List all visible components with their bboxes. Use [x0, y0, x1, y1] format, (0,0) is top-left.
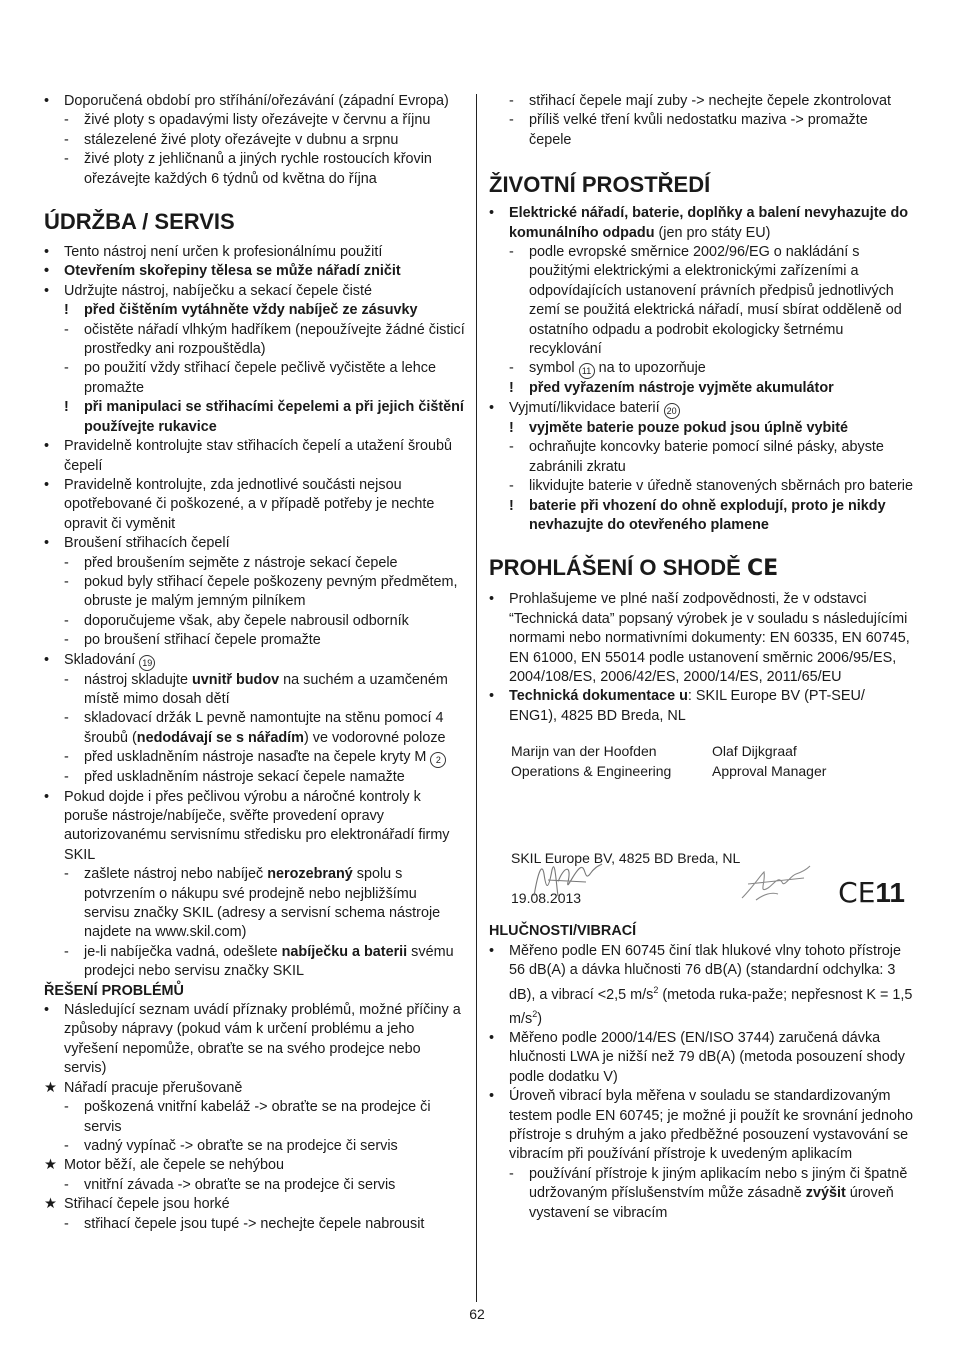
- list-item: • Úroveň vibrací byla měřena v souladu se standardizovaným testem podle EN 60745; je možné ji použít ke srovnání jednoho přístroje s druhým a jako předběžné posouzení vystavování se vibracím při používání přístroje k uvedeným aplikacím: [489, 1088, 913, 1163]
- signature-space: [489, 781, 913, 849]
- list-item: • Broušení střihacích čepelí: [44, 535, 230, 552]
- star-icon: ★: [44, 1079, 57, 1096]
- list-item: • Prohlašujeme ve plné naší zodpovědnosti, že v odstavci “Technická data” popsaný výrobek je v souladu s následujícími normami nebo normativními dokumenty: EN 60335, EN 60745, EN 61000, EN 55014 podle ustanovení směrnic 2006/95/ES, 2004/108/ES, 2006/42/ES, 2000/14/ES, 2011/65/EU: [489, 591, 910, 685]
- list-item: - skladovací držák L pevně namontujte na stěnu pomocí 4 šroubů (nedodávají se s nářadím) ve vodorovné poloze: [64, 710, 446, 746]
- list-item: • Doporučená období pro stříhání/ořezávání (západní Evropa): [44, 92, 466, 111]
- signature-1-image: [528, 852, 608, 908]
- list-item: • Pravidelně kontrolujte, zda jednotlivé součásti nejsou opotřebované či poškozené, a v případě potřeby je nechte opravit či vyměnit: [44, 476, 435, 532]
- figure-ref-badge: 11: [579, 363, 595, 379]
- list-item: • Skladování 19: [44, 651, 466, 671]
- list-item: - střihací čepele jsou tupé -> nechejte čepele nabrousit: [64, 1215, 425, 1232]
- list-item: - zašlete nástroj nebo nabíječ nerozebraný spolu s potvrzením o nákupu své prodejně nebo nejbližšímu servisu značky SKIL (adresy a servisní schema nástroje najdete na www.skil.com): [64, 866, 441, 941]
- list-item: - před broušením sejměte z nástroje sekací čepele: [64, 554, 398, 571]
- list-item: • Elektrické nářadí, baterie, doplňky a balení nevyhazujte do komunálního odpadu (jen pro státy EU): [489, 205, 909, 241]
- list-item: - podle evropské směrnice 2002/96/EG o nakládání s použitými elektrickými a elektronickými zařízeními a odpovídajících ustanovení právních předpisů jednotlivých zemí se použitá elektrická nářadí, musí sbírat odděleně od ostatního odpadu a podrobit ekologicky šetrnému recyklování: [509, 244, 902, 358]
- ce-year-mark: CE11: [838, 876, 905, 910]
- list-item: - před uskladněním nástroje nasaďte na čepele kryty M 2: [44, 748, 466, 768]
- warning-icon: !: [64, 302, 69, 319]
- warning-item: ! před vyřazením nástroje vyjměte akumulátor: [489, 379, 913, 398]
- signatory-2: Olaf Dijkgraaf Approval Manager: [712, 743, 827, 779]
- problem-item: ★ Nářadí pracuje přerušovaně: [44, 1079, 466, 1098]
- list-item: • Následující seznam uvádí příznaky problémů, možné příčiny a způsoby nápravy (pokud vám k určení problému a jeho vyřešení nepomůže, obraťte se na svého prodejce nebo servis): [44, 1002, 461, 1077]
- signature-2-image: [738, 858, 814, 908]
- list-item: - příliš velké tření kvůli nedostatku maziva -> promažte čepele: [509, 112, 868, 148]
- list-item: - používání přístroje k jiným aplikacím nebo s jiným či špatně udržovaným příslušenstvím může zásadně zvýšit úroveň vystavení se vibracím: [509, 1165, 908, 1221]
- declaration-heading: PROHLÁŠENÍ O SHODĚ CE: [489, 555, 779, 582]
- list-item: • Technická dokumentace u: SKIL Europe BV (PT-SEU/ ENG1), 4825 BD Breda, NL: [489, 688, 865, 724]
- list-item: - doporučujeme však, aby čepele nabrousil odborník: [64, 612, 409, 629]
- noise-heading: HLUČNOSTI/VIBRACÍ: [489, 923, 637, 940]
- star-icon: ★: [44, 1196, 57, 1213]
- problem-item: ★ Motor běží, ale čepele se nehýbou: [44, 1156, 466, 1175]
- page-number: 62: [469, 1306, 485, 1322]
- figure-ref-badge: 2: [430, 752, 446, 768]
- problem-item: ★ Střihací čepele jsou horké: [44, 1195, 466, 1214]
- warning-icon: !: [64, 399, 69, 416]
- environment-heading: ŽIVOTNÍ PROSTŘEDÍ: [489, 172, 711, 198]
- signatory-1: Marijn van der Hoofden Operations & Engineering: [511, 743, 672, 779]
- list-item: - stálezelené živé ploty ořezávejte v dubnu a srpnu: [64, 131, 399, 148]
- list-item: - symbol 11 na to upozorňuje: [489, 359, 913, 379]
- list-item: • Tento nástroj není určen k profesionálnímu použití: [44, 244, 383, 261]
- right-column: [489, 92, 913, 1223]
- maintenance-heading: ÚDRŽBA / SERVIS: [44, 209, 235, 235]
- warning-item: ! při manipulaci se střihacími čepelemi a při jejich čištění používejte rukavice: [64, 399, 464, 435]
- list-item: - vnitřní závada -> obraťte se na prodejce či servis: [64, 1176, 396, 1193]
- ce-mark-icon: CE: [746, 556, 779, 582]
- list-item: - poškozená vnitřní kabeláž -> obraťte se na prodejce či servis: [64, 1099, 431, 1135]
- list-item: - živé ploty s opadavými listy ořezávejte v červnu a říjnu: [64, 112, 431, 129]
- list-item: • Měřeno podle 2000/14/ES (EN/ISO 3744) zaručená dávka hlučnosti LWA je nižší než 79 dB(A) (metoda posouzení shody podle dodatku V): [489, 1030, 905, 1085]
- list-item: - živé ploty z jehličnanů a jiných rychle rostoucích křovin ořezávejte každých 6 týdnů od května do října: [64, 151, 432, 187]
- warning-item: ! vyjměte baterie pouze pokud jsou úplně vybité: [489, 419, 913, 438]
- bullet: •: [44, 93, 50, 109]
- warning-icon: !: [509, 497, 514, 514]
- list-item: - likvidujte baterie v úředně stanovených sběrnách pro baterie: [509, 478, 913, 495]
- list-item: - střihací čepele mají zuby -> nechejte čepele zkontrolovat: [509, 93, 891, 109]
- list-item: • Otevřením skořepiny tělesa se může nářadí zničit: [44, 263, 401, 280]
- signatories: [489, 742, 913, 781]
- list-item: - ochraňujte koncovky baterie pomocí silné pásky, abyste zabránili zkratu: [509, 439, 884, 475]
- left-column: [44, 92, 466, 1234]
- figure-ref-badge: 20: [664, 403, 680, 419]
- list-item: - před uskladněním nástroje sekací čepele namažte: [64, 769, 405, 786]
- list-item: • Měřeno podle EN 60745 činí tlak hlukové vlny tohoto přístroje 56 dB(A) a dávka hlučnosti 76 dB(A) (standardní odchylka: 3 dB), a vibrací <2,5 $m/s^2$ (metoda ruka-paže; nepřesnost K = 1,5 $m/s^2$): [489, 942, 913, 1027]
- list-item: - nástroj skladujte uvnitř budov na suchém a uzamčeném místě mimo dosah dětí: [64, 671, 448, 707]
- ce-mark-icon: CE: [838, 876, 876, 910]
- list-item: • Vyjmutí/likvidace baterií 20: [489, 399, 913, 419]
- company-address: SKIL Europe BV, 4825 BD Breda, NL: [511, 849, 741, 866]
- warning-icon: !: [509, 380, 514, 397]
- list-item: - je-li nabíječka vadná, odešlete nabíječku a baterii svému prodejci nebo servisu značky SKIL: [64, 943, 454, 980]
- warning-item: ! před čištěním vytáhněte vždy nabíječ ze zásuvky: [44, 301, 466, 320]
- warning-item: ! baterie při vhození do ohně explodují, proto je nikdy nevhazujte do otevřeného plamene: [509, 497, 886, 533]
- list-item: - pokud byly střihací čepele poškozeny pevným předmětem, obruste je malým jemným pilníkem: [64, 573, 458, 610]
- list-item: • Udržujte nástroj, nabíječku a sekací čepele čisté: [44, 282, 372, 299]
- warning-icon: !: [509, 419, 514, 436]
- problems-heading: ŘEŠENÍ PROBLÉMŮ: [44, 982, 184, 999]
- list-item: - vadný vypínač -> obraťte se na prodejce či servis: [64, 1137, 398, 1154]
- list-item: - očistěte nářadí vlhkým hadříkem (nepoužívejte žádné čisticí prostředky ani rozpouštědla): [64, 321, 465, 358]
- list-item: - po broušení střihací čepele promažte: [64, 632, 321, 649]
- figure-ref-badge: 19: [139, 655, 155, 671]
- list-item: • Pokud dojde i přes pečlivou výrobu a náročné kontroly k poruše nástroje/nabíječe, svěřte provedení opravy autorizovanému servisnímu středisku pro elektronářadí firmy SKIL: [44, 788, 450, 863]
- declaration-date: 19.08.2013: [511, 890, 582, 907]
- column-divider: [476, 94, 477, 1302]
- star-icon: ★: [44, 1157, 57, 1174]
- list-item: - po použití vždy střihací čepele pečlivě vyčistěte a lehce promažte: [64, 360, 436, 396]
- list-item: • Pravidelně kontrolujte stav střihacích čepelí a utažení šroubů čepelí: [44, 438, 452, 474]
